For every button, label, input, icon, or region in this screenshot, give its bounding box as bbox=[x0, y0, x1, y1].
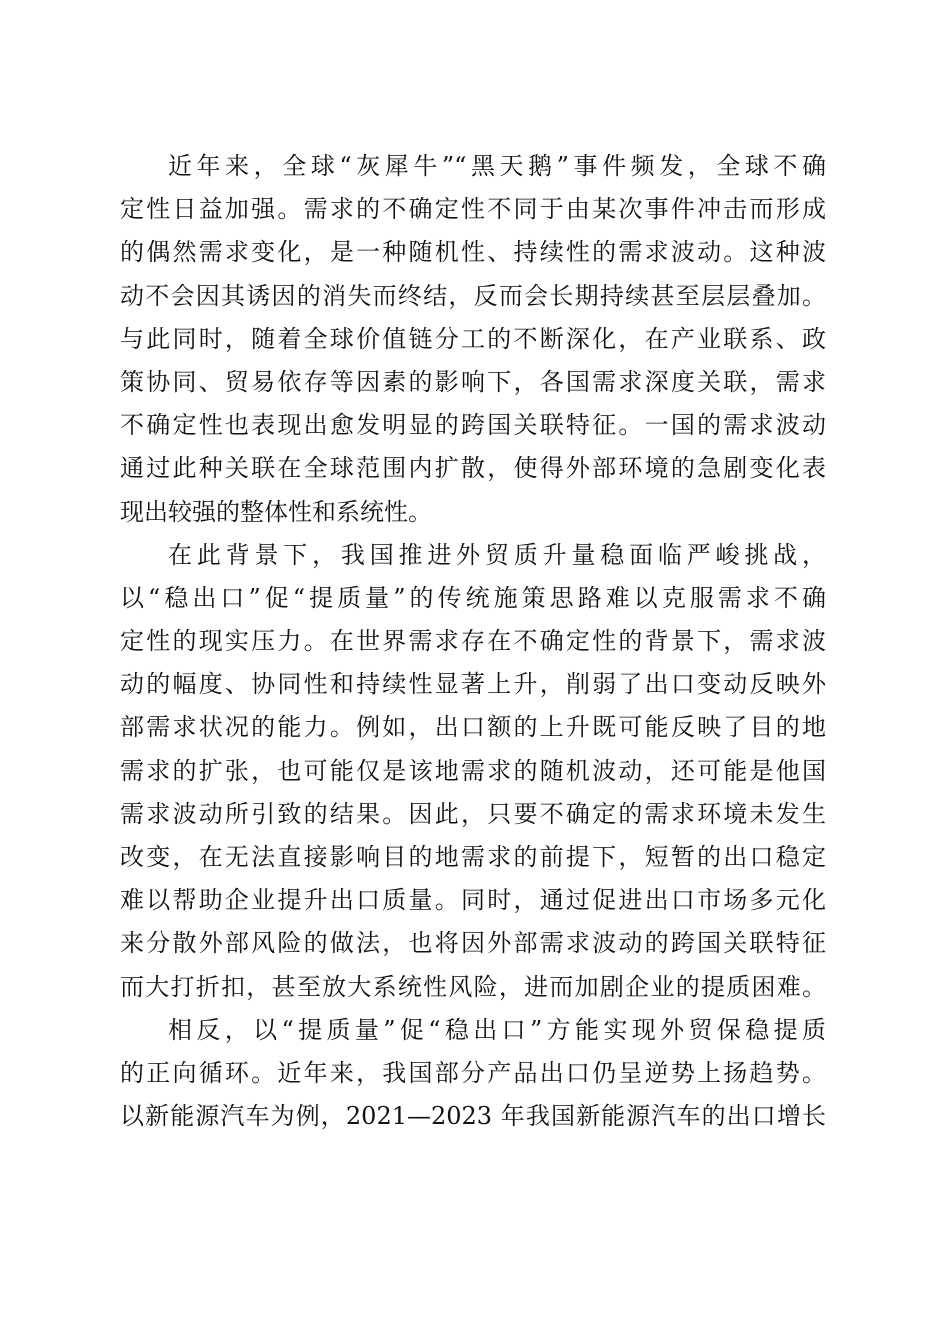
paragraph-3 bbox=[120, 1009, 826, 1139]
text-line: 改变，在无法直接影响目的地需求的前提下，短暂的出口稳定 bbox=[120, 843, 826, 871]
text-line: 的正向循环。近年来，我国部分产品出口仍呈逆势上扬趋势。 bbox=[120, 1058, 826, 1087]
text-line: 需求的扩张，也可能仅是该地需求的随机波动，还可能是他国 bbox=[120, 756, 826, 785]
text-line: 近年来，全球“灰犀牛”“黑天鹅”事件频发，全球不确 bbox=[168, 152, 826, 180]
text-line: 的偶然需求变化，是一种随机性、持续性的需求波动。这种波 bbox=[120, 238, 826, 267]
text-line: 动的幅度、协同性和持续性显著上升，削弱了出口变动反映外 bbox=[120, 670, 826, 699]
text-line: 定性日益加强。需求的不确定性不同于由某次事件冲击而形成 bbox=[120, 195, 826, 224]
document-page bbox=[120, 145, 826, 1138]
text-line: 以新能源汽车为例，2021—2023 年我国新能源汽车的出口增长 bbox=[120, 1102, 826, 1131]
text-line: 难以帮助企业提升出口质量。同时，通过促进出口市场多元化 bbox=[120, 886, 826, 915]
text-line: 动不会因其诱因的消失而终结，反而会长期持续甚至层层叠加。 bbox=[120, 281, 826, 310]
text-line: 不确定性也表现出愈发明显的跨国关联特征。一国的需求波动 bbox=[120, 411, 826, 440]
text-line: 定性的现实压力。在世界需求存在不确定性的背景下，需求波 bbox=[120, 627, 826, 656]
text-line: 部需求状况的能力。例如，出口额的上升既可能反映了目的地 bbox=[120, 713, 826, 742]
text-line: 策协同、贸易依存等因素的影响下，各国需求深度关联，需求 bbox=[120, 367, 826, 396]
text-line: 在此背景下，我国推进外贸质升量稳面临严峻挑战， bbox=[168, 540, 826, 569]
text-line: 现出较强的整体性和系统性。 bbox=[120, 497, 432, 526]
paragraph-2 bbox=[120, 534, 826, 1009]
text-line: 以“稳出口”促“提质量”的传统施策思路难以克服需求不确 bbox=[120, 583, 826, 612]
text-line: 与此同时，随着全球价值链分工的不断深化，在产业联系、政 bbox=[120, 324, 826, 353]
text-line: 需求波动所引致的结果。因此，只要不确定的需求环境未发生 bbox=[120, 799, 826, 828]
text-line: 通过此种关联在全球范围内扩散，使得外部环境的急剧变化表 bbox=[120, 454, 826, 483]
paragraph-1 bbox=[120, 145, 826, 534]
text-line: 来分散外部风险的做法，也将因外部需求波动的跨国关联特征 bbox=[120, 929, 826, 958]
text-line: 相反，以“提质量”促“稳出口”方能实现外贸保稳提质 bbox=[168, 1015, 826, 1044]
text-line: 而大打折扣，甚至放大系统性风险，进而加剧企业的提质困难。 bbox=[120, 972, 826, 1001]
